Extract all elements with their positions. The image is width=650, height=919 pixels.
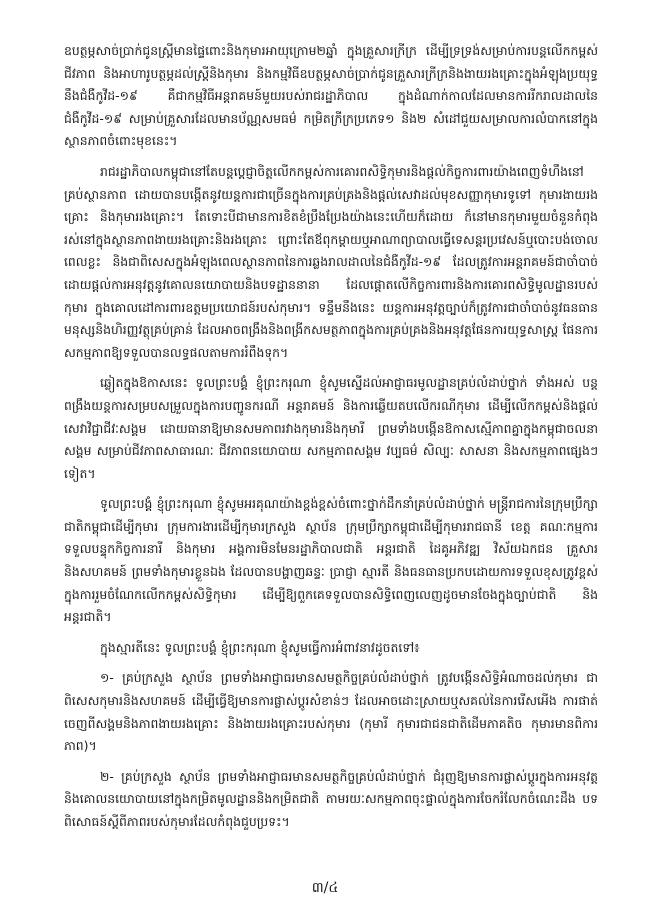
paragraph-thanks: ទូលព្រះបង្គំ ខ្ញុំព្រះករុណា ខ្ញុំសូមអរគុណយ៉ាងខ្ពង់ខ្ពស់ចំពោះថ្នាក់ដឹកនាំគ្រប់លំដាប់ថ្នាក់ មន្ត្រីរាជការនៃក្រុមប្រឹក្សាជាតិកម្ពុជាដើម្បីកុមារ ក្រុមការងារដើម្បីកុមារក្រសួង ស្ថាប័ន ក្រុមប្រឹក្សាកម្ពុជាដើម្បីកុមាររាជធានី ខេត្ត គណៈកម្មការទទួលបន្ទុកកិច្ចការនារី និងកុមារ អង្គការមិនមែនរដ្ឋាភិបាលជាតិ អន្តរជាតិ ដៃគូអភិវឌ្ឍ វិស័យឯកជន គ្រួសារ និងសហគមន៍ ព្រមទាំងកុមារខ្លួនឯង ដែលបានបង្ហាញឆន្ទៈ ប្រាជ្ញា ស្មារតី និងធនធានប្រកបដោយការទទួលខុសត្រូវខ្ពស់ ក្នុងការរួមចំណែកលើកកម្ពស់សិទ្ធិកុមារ ដើម្បីឱ្យពួកគេទទួលបានសិទ្ធិពេញលេញដូចមានចែងក្នុងច្បាប់ជាតិ និងអន្តរជាតិ។ <box>64 496 598 625</box>
paragraph-support-program: ឧបត្ថម្ភសាច់ប្រាក់ជូនស្ត្រីមានផ្ទៃពោះនិងកុមារអាយុក្រោម២ឆ្នាំ ក្នុងគ្រួសារក្រីក្រ ដើម្បីទ្រទ្រង់សម្រាប់ការបន្តលើកកម្ពស់ជីវភាព និងអាហារូបត្ថម្ភដល់ស្ត្រីនិងកុមារ និងកម្មវិធីឧបត្ថម្ភសាច់ប្រាក់ជូនគ្រួសារក្រីក្រនិងងាយរងគ្រោះក្នុងអំឡុងប្រយុទ្ធនឹងជំងឺកូវីដ-១៩ គឺជាកម្មវិធីអន្តរាគមន៍មួយរបស់រាជរដ្ឋាភិបាល ក្នុងដំណាក់កាលដែលមានការរីករាលដាលនៃជំងឺកូវីដ-១៩ សម្រាប់គ្រួសារដែលមានប័ណ្ណសមធម៌ កម្រិតក្រីក្រប្រភេទ១ និង២ សំដៅជួយសម្រាលការលំបាកនៅក្នុងស្ថានភាពចំពោះមុខនេះ។ <box>64 43 598 149</box>
paragraph-appeal-intro: ក្នុងស្មារតីនេះ ទូលព្រះបង្គំ ខ្ញុំព្រះករុណា ខ្ញុំសូមធ្វើការអំពាវនាវដូចតទៅ៖ <box>100 639 420 655</box>
page-number: ៣/៤ <box>311 880 339 896</box>
paragraph-request-authorities: ឆ្លៀតក្នុងឱកាសនេះ ទូលព្រះបង្គំ ខ្ញុំព្រះករុណា ខ្ញុំសូមស្នើដល់អាជ្ញាធរមូលដ្ឋានគ្រប់លំដាប់ថ្នាក់ ទាំងអស់ បន្តពង្រឹងយន្តការសម្របសម្រួលក្នុងការបញ្ជូនករណី អន្តរាគមន៍ និងការឆ្លើយតបលើករណីកុមារ ដើម្បីលើកកម្ពស់និងផ្តល់សេវាវិជ្ជាជីវៈសង្គម ដោយធានាឱ្យមានសមភាពរវាងកុមារនិងកុមារី ព្រមទាំងបង្កើនឱកាសស្មើភាពគ្នាក្នុងកម្ពុជាចលនាសង្គម សម្រាប់ជីវភាពសាធារណៈ ជីវភាពនយោបាយ សកម្មភាពសង្គម វប្បធម៌ សិល្បៈ សាសនា និងសកម្មភាពផ្សេងៗទៀត។ <box>64 375 598 481</box>
paragraph-government-commitment: រាជរដ្ឋាភិបាលកម្ពុជានៅតែបន្តប្តេជ្ញាចិត្តលើកកម្ពស់ការគោរពសិទ្ធិកុមារនិងផ្តល់កិច្ចការពារយ៉ាងពេញទំហឹងនៅគ្រប់ស្ថានភាព ដោយបានបង្កើតនូវយន្តការជាច្រើនក្នុងការគ្រប់គ្រងនិងផ្តល់សេវាដល់មុខសញ្ញាកុមារទូទៅ កុមារងាយរងគ្រោះ និងកុមាររងគ្រោះ។ តែទោះបីជាមានការខិតខំប្រឹងប្រែងយ៉ាងនេះហើយក៏ដោយ ក៏នៅមានកុមារមួយចំនួនកំពុងរស់នៅក្នុងស្ថានភាពងាយរងគ្រោះនិងរងគ្រោះ ព្រោះតែឪពុកម្តាយឬអាណាព្យាបាលធ្វើទេសន្តរប្រវេសន៍ឬបោះបង់ចោលពេលខ្លះ និងជាពិសេសក្នុងអំឡុងពេលស្ថានភាពនៃការឆ្លងរាលដាលនៃជំងឺកូវីដ-១៩ ដែលត្រូវការអន្តរាគមន៍ជាចាំបាច់ ដោយផ្តល់ការអនុវត្តនូវគោលនយោបាយនិងបទដ្ឋាននានា ដែលផ្តោតលើកិច្ចការពារនិងការគោរពសិទ្ធិមូលដ្ឋានរបស់កុមារ ក្នុងគោលដៅការពារឧត្តមប្រយោជន៍របស់កុមារ។ ទន្ទឹមនឹងនេះ យន្តការអនុវត្តច្បាប់ក៏ត្រូវការជាចាំបាច់នូវធនធានមនុស្សនិងហិរញ្ញវត្ថុគ្រប់គ្រាន់ ដែលអាចពង្រឹងនិងពង្រីកសមត្ថភាពក្នុងការគ្រប់គ្រងនិងអនុវត្តផែនការយុទ្ធសាស្ត្រ ផែនការសកម្មភាពឱ្យទទួលបានលទ្ធផលតាមការរំពឹងទុក។ <box>64 163 598 360</box>
list-item-appeal-2: ២- គ្រប់ក្រសួង ស្ថាប័ន ព្រមទាំងអាជ្ញាធរមានសមត្ថកិច្ចគ្រប់លំដាប់ថ្នាក់ ជំរុញឱ្យមានការផ្លាស់ប្តូរក្នុងការអនុវត្តនិងគោលនយោបាយនៅក្នុងកម្រិតមូលដ្ឋាននិងកម្រិតជាតិ តាមរយៈសកម្មភាពចុះផ្ទាល់ក្នុងការចែករំលែកចំណេះដឹង បទពិសោធន៍ស្តីពីភាពរបស់កុមារដែលកំពុងជួបប្រទះ។ <box>64 768 598 829</box>
list-item-appeal-1: ១- គ្រប់ក្រសួង ស្ថាប័ន ព្រមទាំងអាជ្ញាធរមានសមត្ថកិច្ចគ្រប់លំដាប់ថ្នាក់ ត្រូវបង្កើនសិទ្ធិអំណាចដល់កុមារ ជាពិសេសកុមារនិងសហគមន៍ ដើម្បីធ្វើឱ្យមានការផ្លាស់ប្តូរសំខាន់ៗ ដែលអាចដោះស្រាយឬសគល់នៃការរើសអើង ការផាត់ចេញពីសង្គមនិងភាពងាយរងគ្រោះ និងងាយរងគ្រោះរបស់កុមារ (កុមារី កុមារជាជនជាតិដើមភាគតិច កុមារមានពិការភាព)។ <box>64 670 598 754</box>
